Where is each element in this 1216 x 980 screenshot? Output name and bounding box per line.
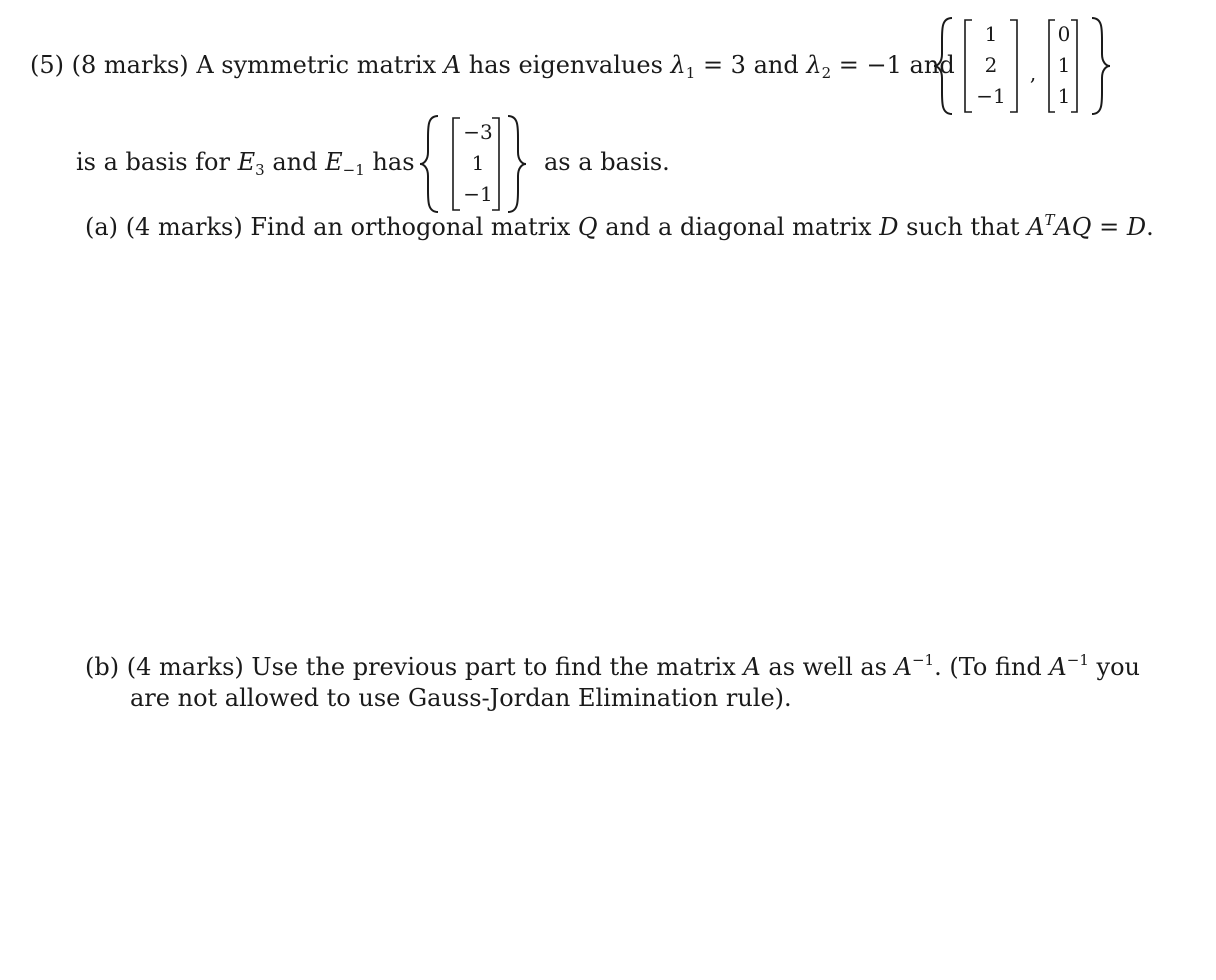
vector-2-entry: 1: [1057, 84, 1071, 108]
vector-entry: −1: [463, 182, 493, 206]
vector-1-entry: 1: [984, 22, 998, 46]
e3-basis-set: [934, 14, 1120, 118]
part-b-line-1: [85, 653, 1140, 681]
vector-entry: −3: [463, 120, 493, 144]
math-subscript: 1: [685, 64, 696, 82]
vector-2-entry: 0: [1057, 22, 1071, 46]
math-a: A: [1027, 213, 1045, 241]
math-equals: =: [1099, 213, 1120, 241]
part-b-text: as well as: [768, 653, 887, 681]
part-a: [85, 213, 1154, 241]
math-q: Q: [577, 213, 598, 241]
math-d: D: [879, 213, 899, 241]
question-5-line-1: [30, 51, 955, 82]
question-text: and: [272, 148, 318, 176]
math-subscript: 3: [255, 161, 265, 179]
math-value: = −1: [838, 51, 902, 79]
vector-2-entry: 1: [1057, 53, 1071, 77]
vector-right-bracket: [492, 118, 499, 210]
math-a: A: [894, 653, 912, 681]
question-text: has eigenvalues: [468, 51, 663, 79]
vector-1-right-bracket: [1010, 20, 1017, 112]
vector-entry: 1: [471, 151, 485, 175]
vector-1-entry: 2: [984, 53, 998, 77]
math-a: A: [1049, 653, 1067, 681]
part-a-marks: (4 marks): [125, 213, 243, 241]
part-b-text: Use the previous part to find the matrix: [251, 653, 736, 681]
question-text: has: [372, 148, 415, 176]
math-eigenspace: E: [237, 148, 256, 176]
math-eigenspace: E: [325, 148, 343, 176]
part-b-text: . (To find: [934, 653, 1042, 681]
math-subscript: −1: [342, 161, 365, 179]
part-a-text: such that: [906, 213, 1020, 241]
math-lambda: λ: [670, 51, 686, 79]
question-text: A symmetric matrix: [196, 51, 437, 79]
vector-separator: ,: [1029, 61, 1037, 85]
math-inverse: −1: [911, 651, 935, 669]
question-text: is a basis for: [76, 148, 230, 176]
vector-1-left-bracket: [965, 20, 972, 112]
part-a-label: (a): [85, 213, 119, 241]
question-text: and: [753, 51, 799, 79]
vector-1-entry: −1: [976, 84, 1006, 108]
part-a-text: and a diagonal matrix: [605, 213, 872, 241]
question-text: and: [909, 51, 955, 79]
vector-2-right-bracket: [1071, 20, 1077, 112]
vector-2-left-bracket: [1049, 20, 1055, 112]
part-b-line-2: are not allowed to use Gauss-Jordan Elimination rule).: [130, 684, 792, 712]
math-value: = 3: [702, 51, 746, 79]
question-5-line-2: [76, 148, 415, 179]
math-aq: AQ: [1054, 213, 1092, 241]
math-transpose: T: [1044, 211, 1055, 229]
part-a-text: Find an orthogonal matrix: [250, 213, 571, 241]
math-period: .: [1146, 213, 1154, 241]
e-minus-1-basis-set: [420, 112, 530, 216]
part-b-marks: (4 marks): [126, 653, 244, 681]
math-a: A: [743, 653, 761, 681]
math-a: A: [443, 51, 462, 79]
math-subscript: 2: [821, 64, 832, 82]
math-inverse: −1: [1066, 651, 1089, 669]
vector-left-bracket: [453, 118, 460, 210]
math-d: D: [1126, 213, 1147, 241]
question-number: (5): [30, 51, 64, 79]
question-marks: (8 marks): [71, 51, 189, 79]
question-5-line-2-end: as a basis.: [544, 148, 670, 176]
part-b-label: (b): [85, 653, 120, 681]
part-b-text: you: [1096, 653, 1140, 681]
math-lambda: λ: [806, 51, 822, 79]
